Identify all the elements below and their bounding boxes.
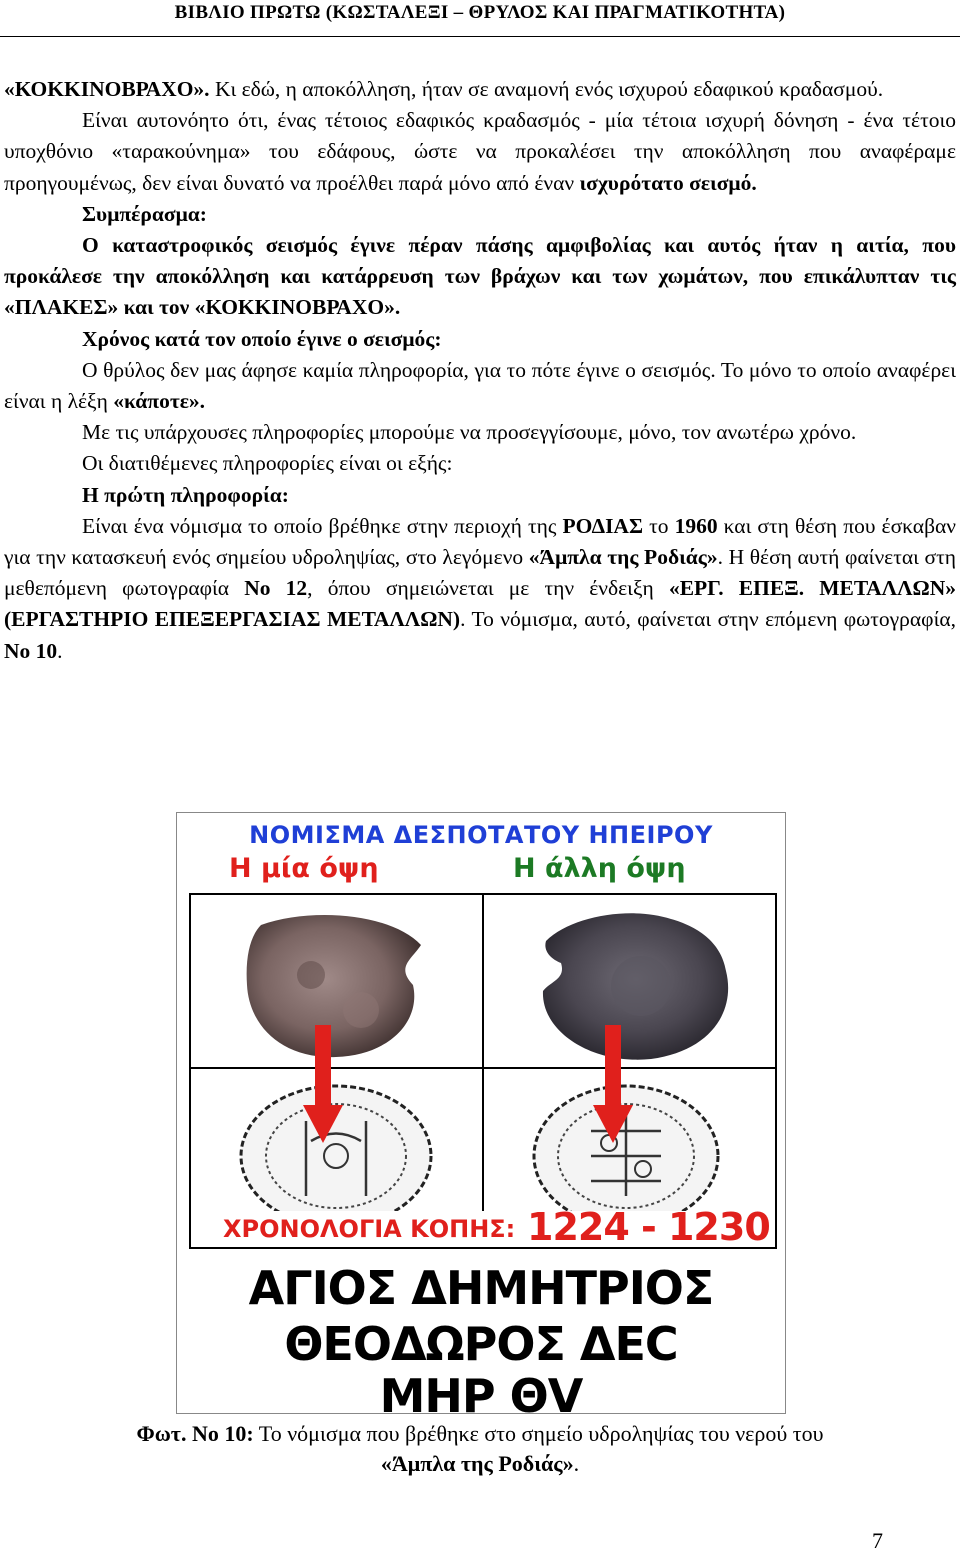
paragraph-text: . Το νόμισμα, αυτό, φαίνεται στην επόμενη φωτογραφία, bbox=[460, 607, 956, 632]
caption-text: Το νόμισμα που βρέθηκε στο σημείο υδροληψίας του νερού του bbox=[253, 1421, 824, 1446]
caption-prefix: Φωτ. Νο 10: bbox=[136, 1421, 254, 1446]
bold-text: «Άμπλα της Ροδιάς» bbox=[528, 545, 718, 570]
bold-text: Νο 12 bbox=[244, 576, 308, 601]
inscription-line-1: ΑΓΙΟΣ ΔΗΜΗΤΡΙΟΣ bbox=[248, 1261, 714, 1315]
time-paragraph bbox=[4, 355, 956, 417]
caption-end: . bbox=[573, 1451, 580, 1476]
paragraph-text: . Η θέση αυτή φαίνεται στη μεθεπόμενη φωτογραφία bbox=[4, 545, 956, 601]
coin-photo-back bbox=[521, 901, 751, 1065]
date-bar bbox=[189, 1205, 777, 1249]
conclusion-text: Ο καταστροφικός σεισμός έγινε πέραν πάσης αμφιβολίας και αυτός ήταν η αιτία, που προκάλεσε την αποκόλληση και κατάρρευση των βράχων και των χωμάτων, που επικάλυπταν τις «ΠΛΑΚΕΣ» και τον «ΚΟΚΚΙΝΟΒΡΑΧΟ». bbox=[4, 233, 956, 320]
paragraph-2 bbox=[4, 105, 956, 199]
header-rule bbox=[0, 36, 960, 37]
inscription-line-3: ΜΗΡ ΘV bbox=[379, 1369, 583, 1423]
paragraph-text: Κι εδώ, η αποκόλληση, ήταν σε αναμονή ενός ισχυρού εδαφικού κραδασμού. bbox=[209, 77, 884, 101]
page-header: ΒΙΒΛΙΟ ΠΡΩΤΩ (ΚΩΣΤΑΛΕΞΙ – ΘΡΥΛΟΣ ΚΑΙ ΠΡΑΓΜΑΤΙΚΟΤΗΤΑ) bbox=[174, 2, 786, 23]
paragraph-text: Είναι ένα νόμισμα το οποίο βρέθηκε στην περιοχή της bbox=[82, 513, 563, 538]
inscription-line-2: ΘΕΟΔΩΡΟΣ ΔΕC bbox=[284, 1317, 678, 1371]
page-number: 7 bbox=[872, 1528, 883, 1553]
paragraph-text: το bbox=[643, 513, 675, 538]
paragraph-text: Ο θρύλος δεν μας άφησε καμία πληροφορία, για το πότε έγινε ο σεισμός. Το μόνο το οποίο αναφέρει είναι η λέξη bbox=[4, 357, 956, 414]
paragraph-text: και στη θέση που έσκαβαν για την κατασκευή ενός σημείου υδροληψίας, στο λεγόμενο bbox=[4, 513, 956, 570]
paragraph-1 bbox=[4, 74, 956, 105]
date-label: ΧΡΟΝΟΛΟΓΙΑ ΚΟΠΗΣ: bbox=[223, 1215, 516, 1243]
paragraph-text: , όπου σημειώνεται με την ένδειξη bbox=[307, 576, 669, 601]
available-paragraph: Οι διατιθέμενες πληροφορίες είναι οι εξής: bbox=[82, 451, 453, 476]
arrow-down-right-icon bbox=[593, 1025, 633, 1145]
first-info-paragraph bbox=[4, 511, 956, 667]
bold-text: 1960 bbox=[674, 513, 718, 538]
caption-line-2 bbox=[0, 1449, 960, 1479]
bold-text: «ΚΟΚΚΙΝΟΒΡΑΧΟ». bbox=[4, 77, 210, 101]
figure-caption bbox=[0, 1419, 960, 1479]
paragraph-text: . bbox=[57, 638, 63, 663]
face-left-label: Η μία όψη bbox=[229, 853, 379, 884]
figure-heading: ΝΟΜΙΣΜΑ ΔΕΣΠΟΤΑΤΟΥ ΗΠΕΙΡΟΥ bbox=[249, 821, 713, 849]
date-value: 1224 - 1230 bbox=[527, 1205, 770, 1249]
paragraph-text: Είναι αυτονόητο ότι, ένας τέτοιος εδαφικός κραδασμός - μία τέτοια ισχυρή δόνηση - ένα τέτοιο υποχθόνιο «ταρακούνημα» του εδάφους, ώστε να προκαλέσει την αποκόλληση που αναφέραμε προηγουμένως, δεν είναι δυνατό να προέλθει παρά μόνο από έναν bbox=[4, 108, 956, 195]
bold-text: ισχυρότατο σεισμό. bbox=[579, 170, 757, 195]
body-text bbox=[4, 74, 956, 667]
coin-figure bbox=[176, 812, 786, 1423]
first-info-heading: Η πρώτη πληροφορία: bbox=[82, 482, 289, 507]
conclusion-heading: Συμπέρασμα: bbox=[82, 201, 207, 226]
approx-paragraph: Με τις υπάρχουσες πληροφορίες μπορούμε να προσεγγίσουμε, μόνο, τον ανωτέρω χρόνο. bbox=[82, 420, 857, 445]
coin-grid bbox=[189, 893, 777, 1245]
bold-text: «κάποτε». bbox=[113, 389, 206, 414]
arrow-down-left-icon bbox=[303, 1025, 343, 1145]
grid-divider-vertical bbox=[482, 895, 484, 1243]
bold-text: «ΕΡΓ. ΕΠΕΞ. ΜΕΤΑΛΛΩΝ» (ΕΡΓΑΣΤΗΡΙΟ ΕΠΕΞΕΡΓΑΣΙΑΣ ΜΕΤΑΛΛΩΝ) bbox=[4, 576, 956, 632]
bold-text: Νο 10 bbox=[4, 638, 58, 663]
grid-divider-horizontal bbox=[191, 1067, 775, 1069]
face-right-label: Η άλλη όψη bbox=[513, 853, 686, 884]
time-heading: Χρόνος κατά τον οποίο έγινε ο σεισμός: bbox=[82, 326, 442, 351]
caption-bold: «Άμπλα της Ροδιάς» bbox=[380, 1451, 574, 1476]
caption-line-1 bbox=[0, 1419, 960, 1449]
bold-text: ΡΟΔΙΑΣ bbox=[562, 513, 644, 538]
